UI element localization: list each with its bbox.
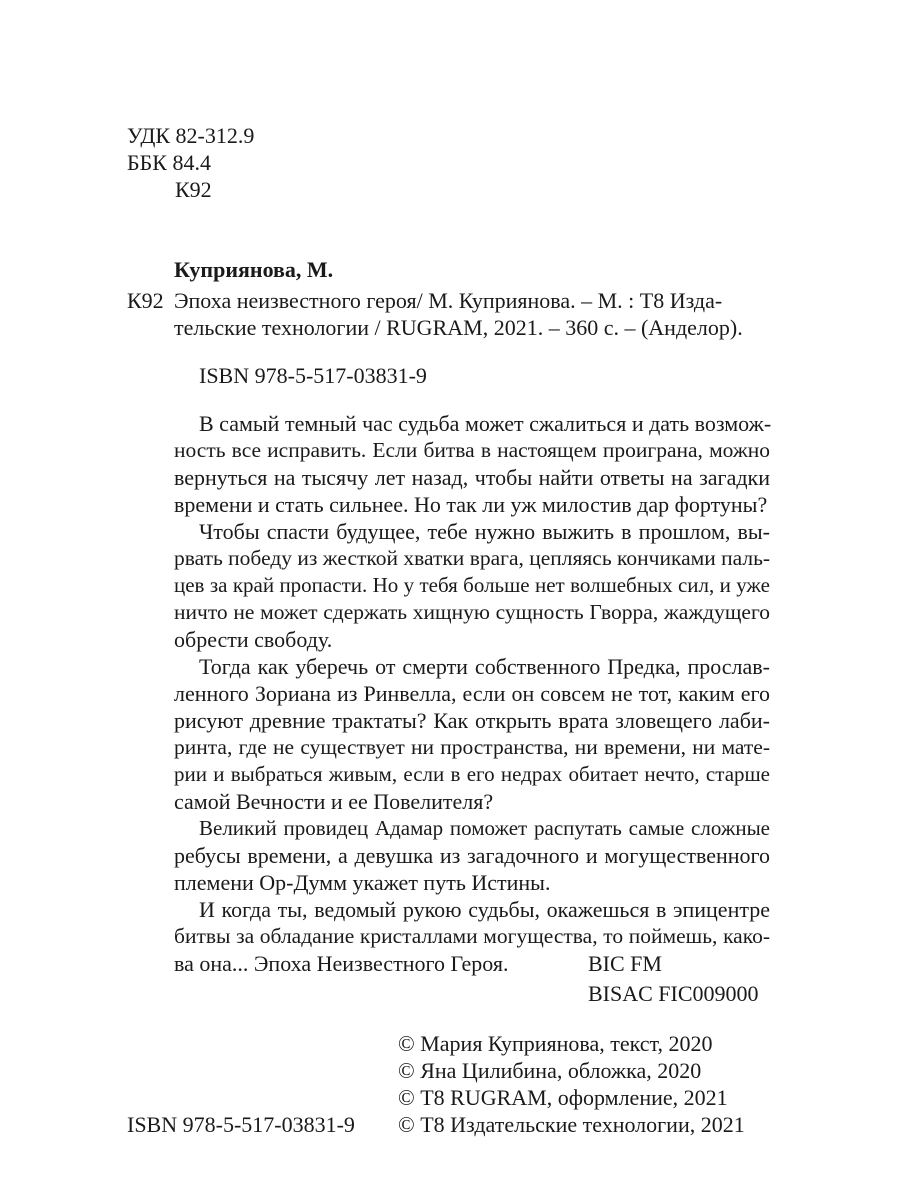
- isbn-bottom: ISBN 978-5-517-03831-9: [127, 1112, 355, 1137]
- annotation-line: цев за край пропасти. Но у тебя больше нет волшебных сил, и уже: [174, 573, 770, 597]
- bic-code: BIC FM: [588, 951, 662, 976]
- annotation-line: Тогда как уберечь от смерти собственного Предка, прослав-: [199, 654, 770, 679]
- author-heading: Куприянова, М.: [174, 257, 334, 282]
- bibliographic-line: Эпоха неизвестного героя/ М. Куприянова. – М. : Т8 Изда-: [174, 288, 723, 313]
- bibliographic-line: тельские технологии / RUGRAM, 2021. – 360 с. – (Анделор).: [174, 315, 743, 340]
- annotation-line: Чтобы спасти будущее, тебе нужно выжить в прошлом, вы-: [199, 519, 770, 544]
- isbn-top: ISBN 978-5-517-03831-9: [199, 363, 427, 388]
- annotation-line: ленного Зориана из Ринвелла, если он совсем не тот, каким его: [174, 681, 770, 706]
- author-mark: К92: [175, 177, 212, 202]
- annotation-line: рвать победу из жесткой хватки врага, цепляясь кончиками паль-: [174, 546, 771, 570]
- annotation-paragraph: [174, 815, 770, 896]
- annotation-line: ва она... Эпоха Неизвестного Героя.: [174, 951, 509, 976]
- annotation-line: битвы за обладание кристаллами могущества, то поймешь, како-: [174, 924, 770, 948]
- bbk-code: ББК 84.4: [127, 150, 211, 175]
- copyright-line: © Т8 RUGRAM, оформление, 2021: [398, 1085, 728, 1110]
- udk-code: УДК 82-312.9: [127, 123, 255, 148]
- annotation-paragraph: [174, 410, 770, 518]
- copyright-notices: [398, 1030, 745, 1138]
- bibliographic-description: [174, 287, 770, 341]
- copyright-line: © Т8 Издательские технологии, 2021: [398, 1112, 745, 1137]
- annotation-paragraph: [174, 518, 770, 653]
- annotation-line: ребусы времени, а девушка из загадочного и могущественного: [174, 843, 770, 868]
- annotation-line: ринта, где не существует ни пространства, ни времени, ни мате-: [174, 735, 770, 759]
- annotation-line: Великий провидец Адамар поможет распутать самые сложные: [199, 816, 770, 840]
- annotation-line: рисуют древние трактаты? Как открыть врата зловещего лаби-: [174, 708, 770, 733]
- annotation-line: вернуться на тысячу лет назад, чтобы найти ответы на загадки: [174, 465, 770, 490]
- copyright-line: © Яна Цилибина, обложка, 2020: [398, 1058, 702, 1083]
- annotation-paragraph: [174, 653, 770, 815]
- annotation-line: времени и стать сильнее. Но так ли уж милостив дар фортуны?: [174, 492, 768, 517]
- classification-codes: [127, 122, 254, 203]
- annotation-line: обрести свободу.: [174, 627, 333, 652]
- annotation-line: ность все исправить. Если битва в настоящем проиграна, можно: [174, 438, 770, 462]
- author-mark-left: К92: [127, 288, 164, 313]
- annotation-line: самой Вечности и ее Повелителя?: [174, 789, 494, 814]
- copyright-line: © Мария Куприянова, текст, 2020: [398, 1031, 713, 1056]
- annotation-line: рии и выбраться живым, если в его недрах обитает нечто, старше: [174, 762, 770, 786]
- annotation-line: В самый темный час судьба может сжалиться и дать возмож-: [199, 411, 772, 436]
- annotation: [174, 410, 770, 977]
- subject-classification: [588, 950, 759, 1010]
- annotation-line: ничто не может сдержать хищную сущность Гворра, жаждущего: [174, 600, 770, 624]
- bisac-code: BISAC FIC009000: [588, 981, 759, 1006]
- annotation-line: племени Ор-Думм укажет путь Истины.: [174, 870, 551, 895]
- annotation-line: И когда ты, ведомый рукою судьбы, окажешься в эпицентре: [199, 897, 770, 922]
